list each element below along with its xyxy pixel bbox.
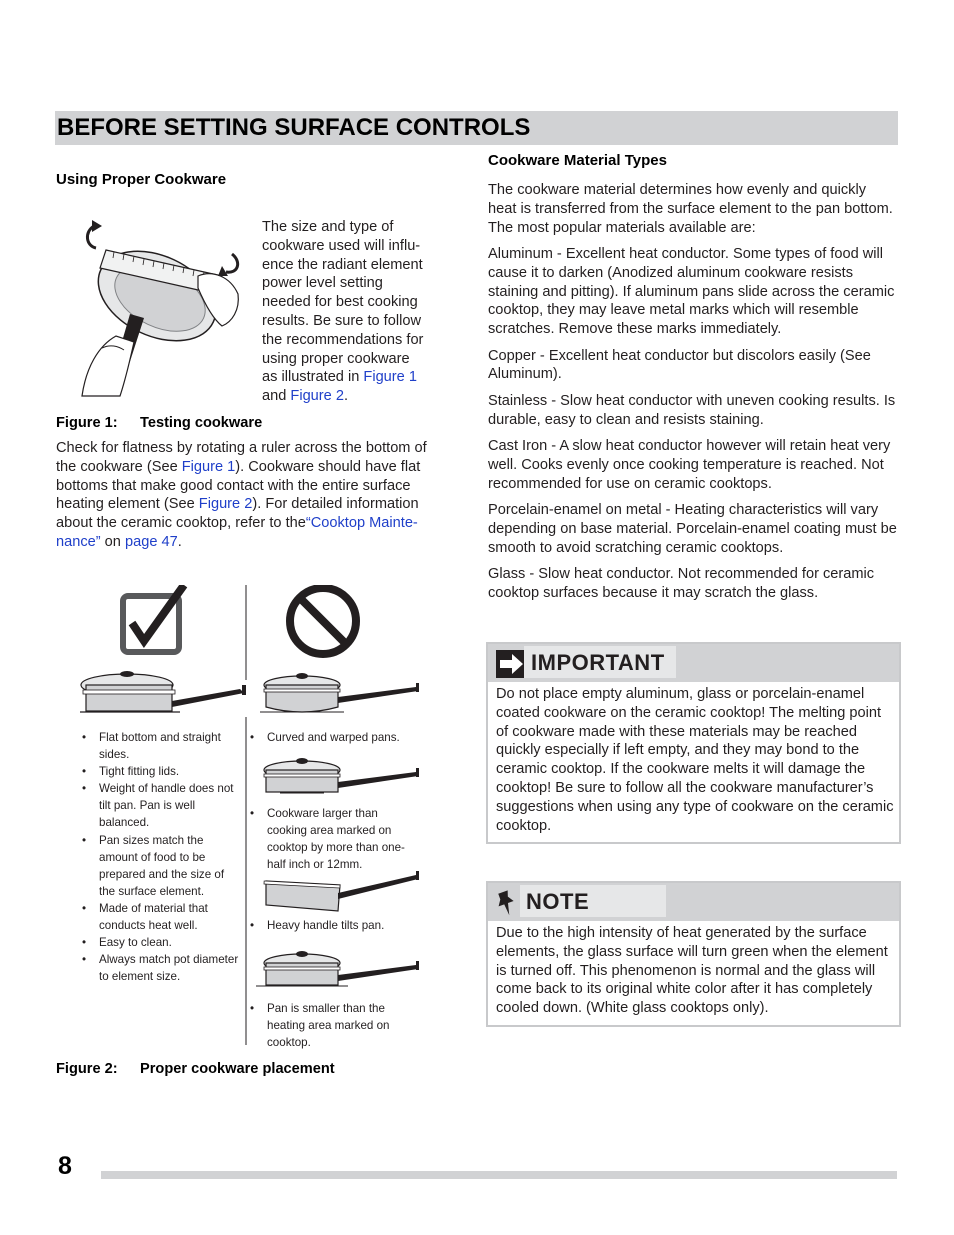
figure1-title: Testing cookware	[140, 415, 263, 431]
figure1-caption	[56, 415, 262, 431]
paragraph: The cookware material determines how evenly and quickly heat is transferred from the surface element to the pan bottom. The most popular materials available are:	[488, 182, 893, 236]
flatness-line: on	[100, 533, 125, 550]
figure1-link[interactable]: Figure 1	[181, 458, 236, 475]
figure2-label: Figure 2:	[56, 1061, 118, 1077]
page-number: 8	[58, 1152, 72, 1180]
figure2-title: Proper cookware placement	[140, 1061, 335, 1077]
important-box	[486, 642, 901, 844]
flatness-line: bottoms that make good contact with the entire surface	[56, 477, 411, 494]
flatness-line: ). Cookware should have flat	[235, 458, 421, 475]
list-item: • Weight of handle does not tilt pan. Pan is well balanced.	[82, 780, 242, 831]
intro-line: the recommendations for	[262, 331, 424, 348]
cooktop-maintenance-link[interactable]: nance”	[56, 533, 101, 550]
figure2-link[interactable]: Figure 2	[290, 388, 344, 405]
note-box	[486, 881, 901, 1027]
paragraph: Copper - Excellent heat conductor but discolors easily (See Aluminum).	[488, 347, 871, 383]
warped-pan-icon	[260, 673, 419, 712]
intro-line: results. Be sure to follow	[262, 312, 421, 329]
figure2-caption	[56, 1061, 335, 1077]
important-title: IMPORTANT	[531, 650, 665, 675]
list-item: • Easy to clean.	[82, 934, 242, 951]
paragraph: Cast Iron - A slow heat conductor however will retain heat very well. Cooks evenly once cooking temperature is reached. Not recommended for use on ceramic cooktops.	[488, 437, 891, 492]
material-types-heading: Cookware Material Types	[488, 152, 667, 169]
flatness-line: about the ceramic cooktop, refer to the	[56, 515, 306, 532]
intro-line: ence the radiant element	[262, 256, 423, 273]
list-item: • Tight fitting lids.	[82, 763, 242, 780]
intro-line: cookware used will influ-	[262, 237, 421, 254]
flatness-line: heating element (See	[56, 496, 199, 513]
good-pan-icon	[80, 671, 246, 712]
bad-cookware-item	[250, 1000, 420, 1051]
flatness-line: .	[177, 533, 182, 550]
flatness-line: ). For detailed information	[252, 496, 419, 513]
checkmark-icon	[123, 585, 184, 652]
paragraph: Porcelain-enamel on metal - Heating characteristics will vary depending on base material. Porcelain-enamel coating must be smooth to avoid scratching ceramic cooktops.	[488, 501, 897, 556]
flatness-paragraph	[56, 439, 456, 552]
list-item: • Pan is smaller than the heating area marked on cooktop.	[250, 1000, 420, 1051]
bad-cookware-item	[250, 729, 420, 746]
tilted-pan-icon	[264, 871, 419, 911]
list-item: • Always match pot diameter to element size.	[82, 951, 242, 985]
page-47-link[interactable]: page 47	[124, 533, 178, 550]
list-item: • Cookware larger than cooking area marked on cooktop by more than one-half inch or 12mm.	[250, 805, 420, 873]
paragraph: Glass - Slow heat conductor. Not recommended for ceramic cooktop surfaces because it may scratch the glass.	[488, 565, 875, 601]
important-text: Do not place empty aluminum, glass or porcelain-enamel coated cookware on the ceramic cooktop! The melting point of cookware made with these materials may be reached quickly especially if left empty, and they may bond to the ceramic cooktop. If the cookware melts it will damage the cooktop! Be sure to follow all the cookware manufacturer’s suggestions when using any type of cookware on the ceramic cooktop.	[496, 686, 894, 834]
footer-bar	[101, 1171, 897, 1179]
list-item: • Heavy handle tilts pan.	[250, 917, 420, 934]
material-types-text	[488, 181, 898, 610]
intro-period: .	[343, 388, 349, 405]
intro-line: using proper cookware	[262, 350, 410, 367]
list-item: • Made of material that conducts heat well.	[82, 900, 242, 934]
pushpin-icon	[496, 889, 522, 917]
prohibited-icon	[290, 588, 356, 654]
list-item: • Flat bottom and straight sides.	[82, 729, 242, 763]
list-item: • Curved and warped pans.	[250, 729, 420, 746]
flatness-line: the cookware (See	[56, 458, 182, 475]
intro-line: power level setting	[262, 275, 383, 292]
good-cookware-list	[82, 729, 242, 985]
cooktop-maintenance-link[interactable]: “Cooktop Mainte-	[305, 515, 418, 532]
testing-cookware-illustration	[72, 218, 244, 400]
page-title: BEFORE SETTING SURFACE CONTROLS	[57, 114, 531, 141]
bad-cookware-item	[250, 805, 420, 873]
figure1-link[interactable]: Figure 1	[363, 369, 417, 386]
oversized-pan-icon	[264, 758, 419, 793]
figure1-label: Figure 1:	[56, 415, 118, 431]
intro-line: as illustrated in	[262, 369, 364, 386]
note-text: Due to the high intensity of heat generated by the surface elements, the glass surface will turn green when the element is turned off. This phenomenon is normal and the glass will come back to its original white color after it has completely cooled down. (White glass cooktops only).	[496, 925, 888, 1017]
intro-line: and	[262, 388, 291, 405]
figure2-link[interactable]: Figure 2	[198, 496, 253, 513]
intro-line: needed for best cooking	[262, 294, 418, 311]
intro-text	[262, 218, 442, 406]
paragraph: Aluminum - Excellent heat conductor. Some types of food will cause it to darken (Anodized aluminum cookware resists staining and pitting). If aluminum pans slide across the ceramic cooktop, they may leave metal marks which will resemble scratches. Remove these marks immediately.	[488, 245, 895, 338]
using-cookware-heading: Using Proper Cookware	[56, 171, 227, 188]
section-title-bar	[55, 111, 898, 145]
paragraph: Stainless - Slow heat conductor with uneven cooking results. Is durable, easy to clean and resists staining.	[488, 392, 896, 428]
flatness-line: Check for flatness by rotating a ruler across the bottom of	[56, 440, 427, 456]
bad-cookware-item	[250, 917, 420, 934]
arrow-right-icon	[496, 650, 526, 678]
undersized-pan-icon	[256, 951, 419, 986]
list-item: • Pan sizes match the amount of food to be prepared and the size of the surface element.	[82, 832, 242, 900]
intro-line: The size and type of	[262, 219, 394, 235]
note-title: NOTE	[526, 889, 590, 914]
